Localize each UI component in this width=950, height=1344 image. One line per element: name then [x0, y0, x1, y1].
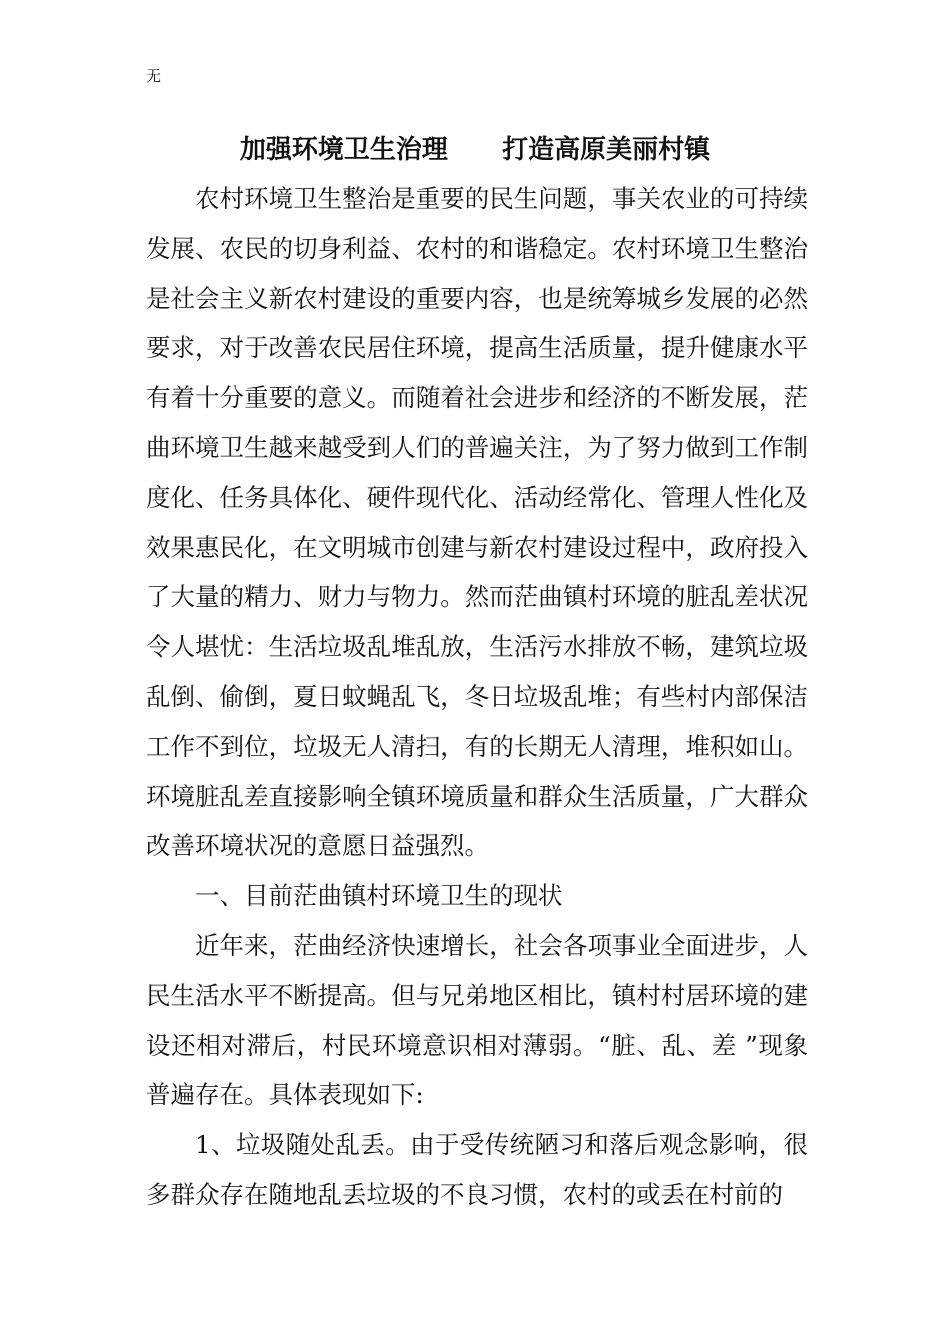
document-body — [146, 174, 808, 1220]
paragraph-status: 近年来，茫曲经济快速增长，社会各项事业全面进步，人民生活水平不断提高。但与兄弟地区相比，镇村村居环境的建设还相对滞后，村民环境意识相对薄弱。“脏、乱、差 ”现象普遍存在。具体表现如下: — [146, 930, 808, 1110]
header-mark: 无 — [146, 67, 162, 85]
paragraph-item-1: 1、垃圾随处乱丢。由于受传统陋习和落后观念影响，很多群众存在随地乱丢垃圾的不良习惯，农村的或丢在村前的 — [146, 1130, 808, 1209]
paragraph-intro: 农村环境卫生整治是重要的民生问题，事关农业的可持续发展、农民的切身利益、农村的和谐稳定。农村环境卫生整治是社会主义新农村建设的重要内容，也是统筹城乡发展的必然要求，对于改善农民居住环境，提高生活质量，提升健康水平有着十分重要的意义。而随着社会进步和经济的不断发展，茫曲环境卫生越来越受到人们的普遍关注，为了努力做到工作制度化、任务具体化、硬件现代化、活动经常化、管理人性化及效果惠民化，在文明城市创建与新农村建设过程中，政府投入了大量的精力、财力与物力。然而茫曲镇村环境的脏乱差状况令人堪忧：生活垃圾乱堆乱放，生活污水排放不畅，建筑垃圾乱倒、偷倒，夏日蚊蝇乱飞，冬日垃圾乱堆；有些村内部保洁工作不到位，垃圾无人清扫，有的长期无人清理，堆积如山。环境脏乱差直接影响全镇环境质量和群众生活质量，广大群众改善环境状况的意愿日益强烈。 — [146, 184, 808, 861]
section-heading: 一、目前茫曲镇村环境卫生的现状 — [195, 881, 563, 911]
document-title: 加强环境卫生治理 打造高原美丽村镇 — [239, 135, 711, 165]
